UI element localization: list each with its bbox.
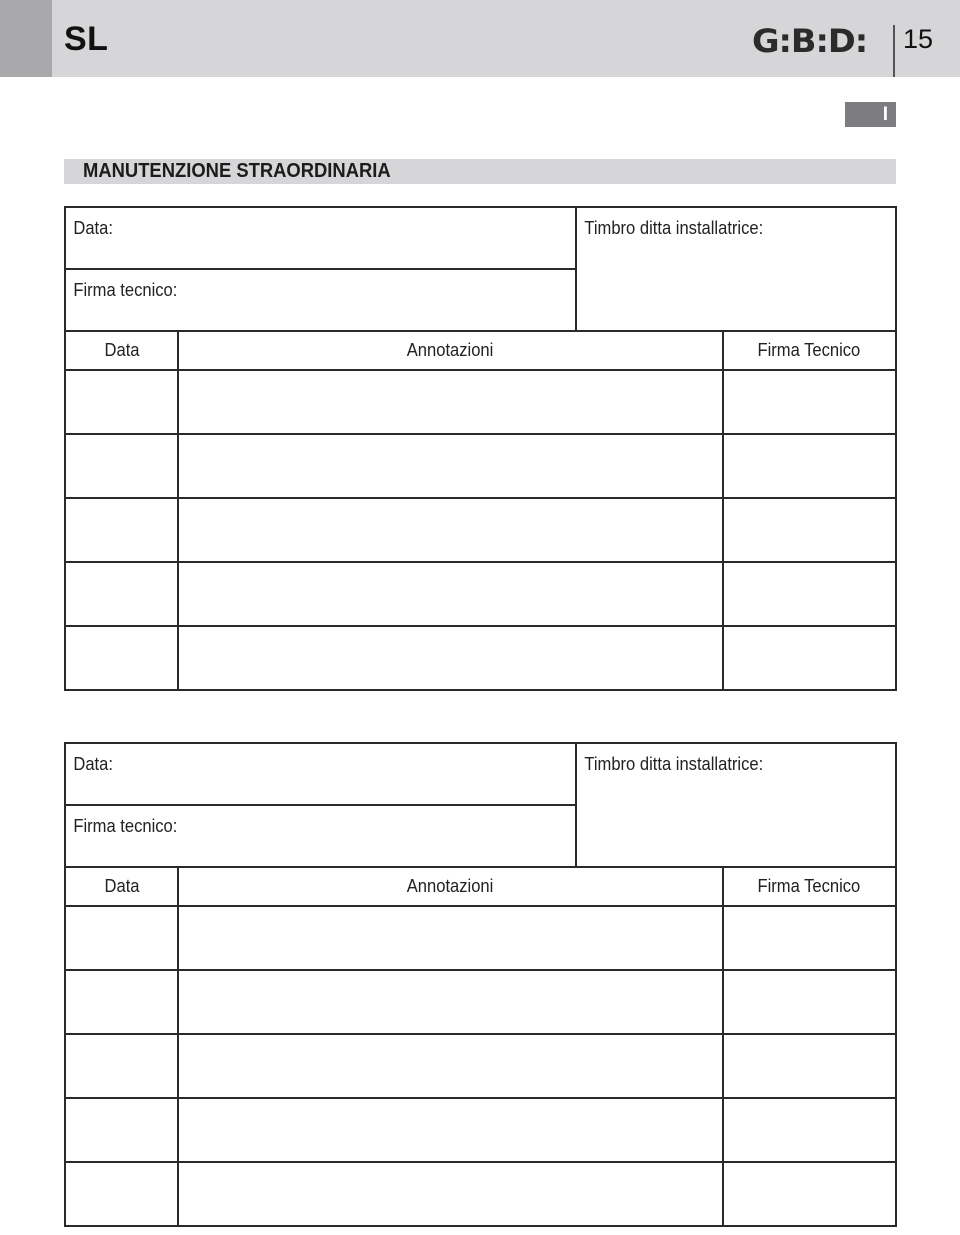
signature-cell[interactable] — [723, 626, 896, 690]
notes-cell[interactable] — [178, 1034, 722, 1098]
signature-cell[interactable] — [723, 906, 896, 970]
log-table — [64, 866, 897, 1227]
table-row — [65, 434, 896, 498]
header-divider — [893, 25, 895, 77]
column-header-signature: Firma Tecnico — [723, 867, 896, 906]
notes-cell[interactable] — [178, 562, 722, 626]
notes-cell[interactable] — [178, 434, 722, 498]
notes-cell[interactable] — [178, 498, 722, 562]
signature-cell[interactable] — [723, 970, 896, 1034]
date-cell[interactable] — [65, 626, 178, 690]
signature-cell[interactable] — [723, 370, 896, 434]
notes-cell[interactable] — [178, 626, 722, 690]
stamp-label: Timbro ditta installatrice: — [584, 754, 764, 774]
table-row — [65, 498, 896, 562]
date-cell[interactable] — [65, 970, 178, 1034]
column-header-signature: Firma Tecnico — [723, 331, 896, 370]
maintenance-form-1 — [64, 206, 897, 691]
brand-logo: G:B:D: — [752, 22, 868, 60]
model-code: SL — [64, 20, 109, 58]
table-row — [65, 370, 896, 434]
header-tab — [0, 0, 52, 77]
date-cell[interactable] — [65, 370, 178, 434]
page-number: 15 — [903, 24, 934, 54]
column-header-date: Data — [65, 867, 178, 906]
column-header-date: Data — [65, 331, 178, 370]
table-row — [65, 970, 896, 1034]
column-header-notes: Annotazioni — [178, 867, 722, 906]
stamp-field[interactable] — [576, 207, 896, 331]
signature-cell[interactable] — [723, 562, 896, 626]
table-row — [65, 1098, 896, 1162]
table-row — [65, 1162, 896, 1226]
section-title-text: MANUTENZIONE STRAORDINARIA — [83, 160, 391, 182]
log-table — [64, 330, 897, 691]
date-field[interactable] — [65, 743, 576, 805]
table-row — [65, 626, 896, 690]
notes-cell[interactable] — [178, 1162, 722, 1226]
technician-sign-label: Firma tecnico: — [73, 280, 178, 300]
language-badge: I — [845, 102, 896, 127]
stamp-field[interactable] — [576, 743, 896, 867]
notes-cell[interactable] — [178, 370, 722, 434]
column-header-notes: Annotazioni — [178, 331, 722, 370]
date-field[interactable] — [65, 207, 576, 269]
technician-sign-label: Firma tecnico: — [73, 816, 178, 836]
date-cell[interactable] — [65, 1162, 178, 1226]
page-header — [0, 0, 960, 77]
date-label: Data: — [73, 218, 113, 238]
maintenance-form-2 — [64, 742, 897, 1227]
log-table-header — [65, 331, 896, 370]
notes-cell[interactable] — [178, 906, 722, 970]
technician-sign-field[interactable] — [65, 269, 576, 331]
notes-cell[interactable] — [178, 1098, 722, 1162]
signature-cell[interactable] — [723, 498, 896, 562]
date-cell[interactable] — [65, 562, 178, 626]
info-table — [64, 206, 897, 332]
date-cell[interactable] — [65, 1034, 178, 1098]
signature-cell[interactable] — [723, 1034, 896, 1098]
date-label: Data: — [73, 754, 113, 774]
date-cell[interactable] — [65, 906, 178, 970]
table-row — [65, 562, 896, 626]
signature-cell[interactable] — [723, 1098, 896, 1162]
table-row — [65, 906, 896, 970]
date-cell[interactable] — [65, 1098, 178, 1162]
signature-cell[interactable] — [723, 434, 896, 498]
date-cell[interactable] — [65, 434, 178, 498]
log-table-header — [65, 867, 896, 906]
date-cell[interactable] — [65, 498, 178, 562]
section-title — [64, 159, 896, 184]
table-row — [65, 1034, 896, 1098]
signature-cell[interactable] — [723, 1162, 896, 1226]
notes-cell[interactable] — [178, 970, 722, 1034]
technician-sign-field[interactable] — [65, 805, 576, 867]
info-table — [64, 742, 897, 868]
stamp-label: Timbro ditta installatrice: — [584, 218, 764, 238]
